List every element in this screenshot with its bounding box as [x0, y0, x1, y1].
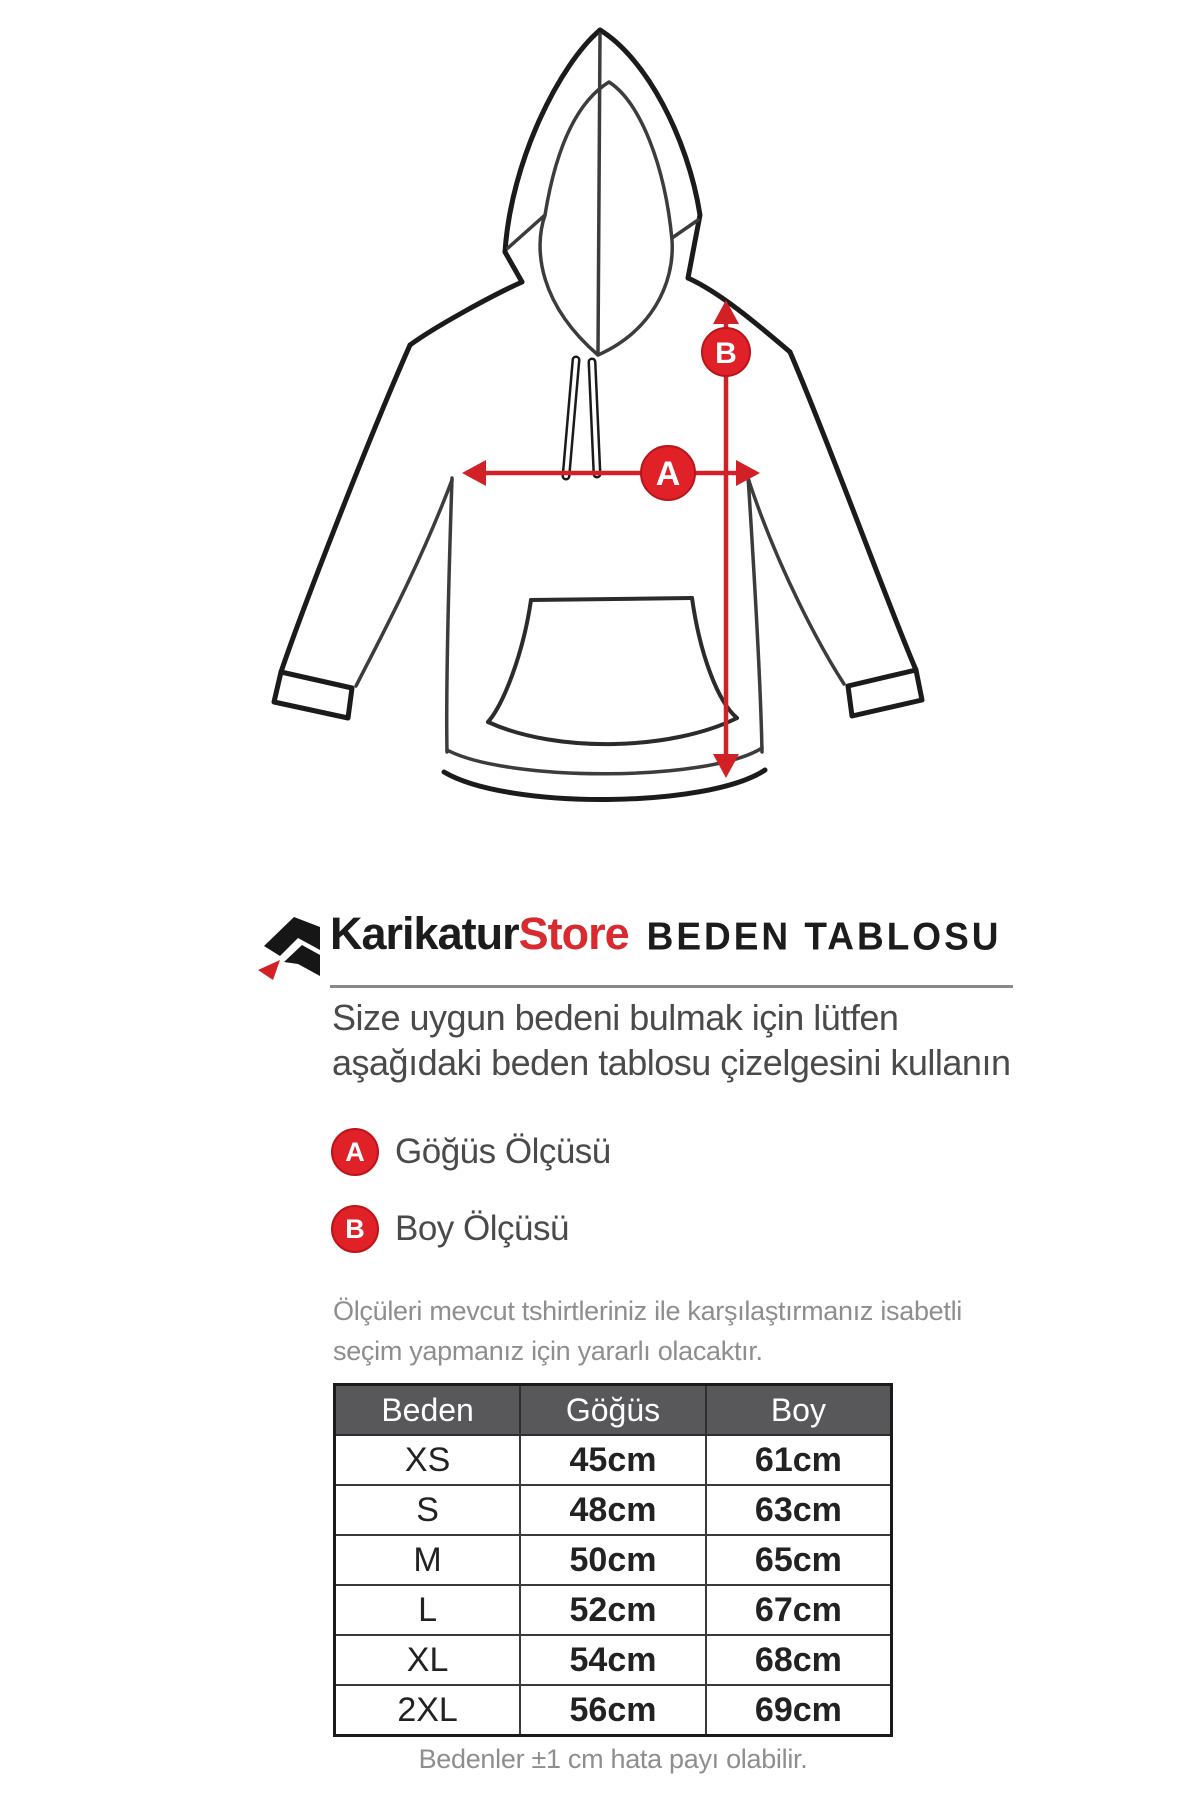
- table-cell: XS: [335, 1435, 521, 1485]
- table-cell: 54cm: [520, 1635, 706, 1685]
- comparison-note: [333, 1291, 962, 1371]
- title-underline: [330, 985, 1013, 988]
- table-row: [335, 1485, 892, 1535]
- note-line-2: seçim yapmanız için yararlı olacaktır.: [333, 1336, 763, 1366]
- brand-logo-red-arrow: [258, 960, 280, 980]
- chest-label-badge: [641, 446, 695, 500]
- intro-paragraph: [332, 995, 1010, 1085]
- legend-chest-label: Göğüs Ölçüsü: [395, 1132, 611, 1171]
- table-cell: 48cm: [520, 1485, 706, 1535]
- table-cell: 56cm: [520, 1685, 706, 1736]
- table-cell: 63cm: [706, 1485, 892, 1535]
- page-header: [330, 908, 1001, 960]
- table-cell: 61cm: [706, 1435, 892, 1485]
- intro-line-1: Size uygun bedeni bulmak için lütfen: [332, 997, 899, 1038]
- legend-length-badge: B: [331, 1205, 379, 1253]
- chest-label: A: [655, 455, 681, 493]
- header-beden: Beden: [335, 1385, 521, 1436]
- table-cell: 68cm: [706, 1635, 892, 1685]
- table-row: [335, 1535, 892, 1585]
- table-cell: 65cm: [706, 1535, 892, 1585]
- legend-chest: [331, 1128, 611, 1176]
- intro-line-2: aşağıdaki beden tablosu çizelgesini kullanın: [332, 1042, 1011, 1083]
- length-label: B: [715, 337, 737, 370]
- tolerance-note: Bedenler ±1 cm hata payı olabilir.: [418, 1744, 808, 1774]
- table-cell: M: [335, 1535, 521, 1585]
- table-row: [335, 1635, 892, 1685]
- note-line-1: Ölçüleri mevcut tshirtleriniz ile karşılaştırmanız isabetli: [333, 1296, 962, 1326]
- table-cell: 2XL: [335, 1685, 521, 1736]
- chest-arrow: [462, 460, 760, 486]
- legend-length: [331, 1205, 569, 1253]
- table-header-row: [335, 1385, 892, 1436]
- size-table: [333, 1383, 893, 1737]
- hoodie-diagram: [268, 10, 932, 810]
- table-cell: 45cm: [520, 1435, 706, 1485]
- table-cell: S: [335, 1485, 521, 1535]
- table-cell: 52cm: [520, 1585, 706, 1635]
- legend-chest-badge: A: [331, 1128, 379, 1176]
- table-row: [335, 1435, 892, 1485]
- hoodie-drawstrings: [566, 360, 597, 476]
- hoodie-pocket: [488, 598, 737, 744]
- table-cell: 67cm: [706, 1585, 892, 1635]
- legend-length-label: Boy Ölçüsü: [395, 1209, 569, 1248]
- brand-name-black: Karikatur: [330, 908, 519, 959]
- hoodie-seams: [356, 34, 844, 774]
- brand-logo-icon: [256, 914, 328, 984]
- header-gogus: Göğüs: [520, 1385, 706, 1436]
- table-row: [335, 1585, 892, 1635]
- table-cell: L: [335, 1585, 521, 1635]
- header-boy: Boy: [706, 1385, 892, 1436]
- length-label-badge: [702, 328, 750, 376]
- table-cell: 69cm: [706, 1685, 892, 1736]
- page-title: BEDEN TABLOSU: [646, 915, 1002, 958]
- table-row: [335, 1685, 892, 1736]
- table-cell: 50cm: [520, 1535, 706, 1585]
- brand-name-red: Store: [518, 908, 629, 959]
- table-cell: XL: [335, 1635, 521, 1685]
